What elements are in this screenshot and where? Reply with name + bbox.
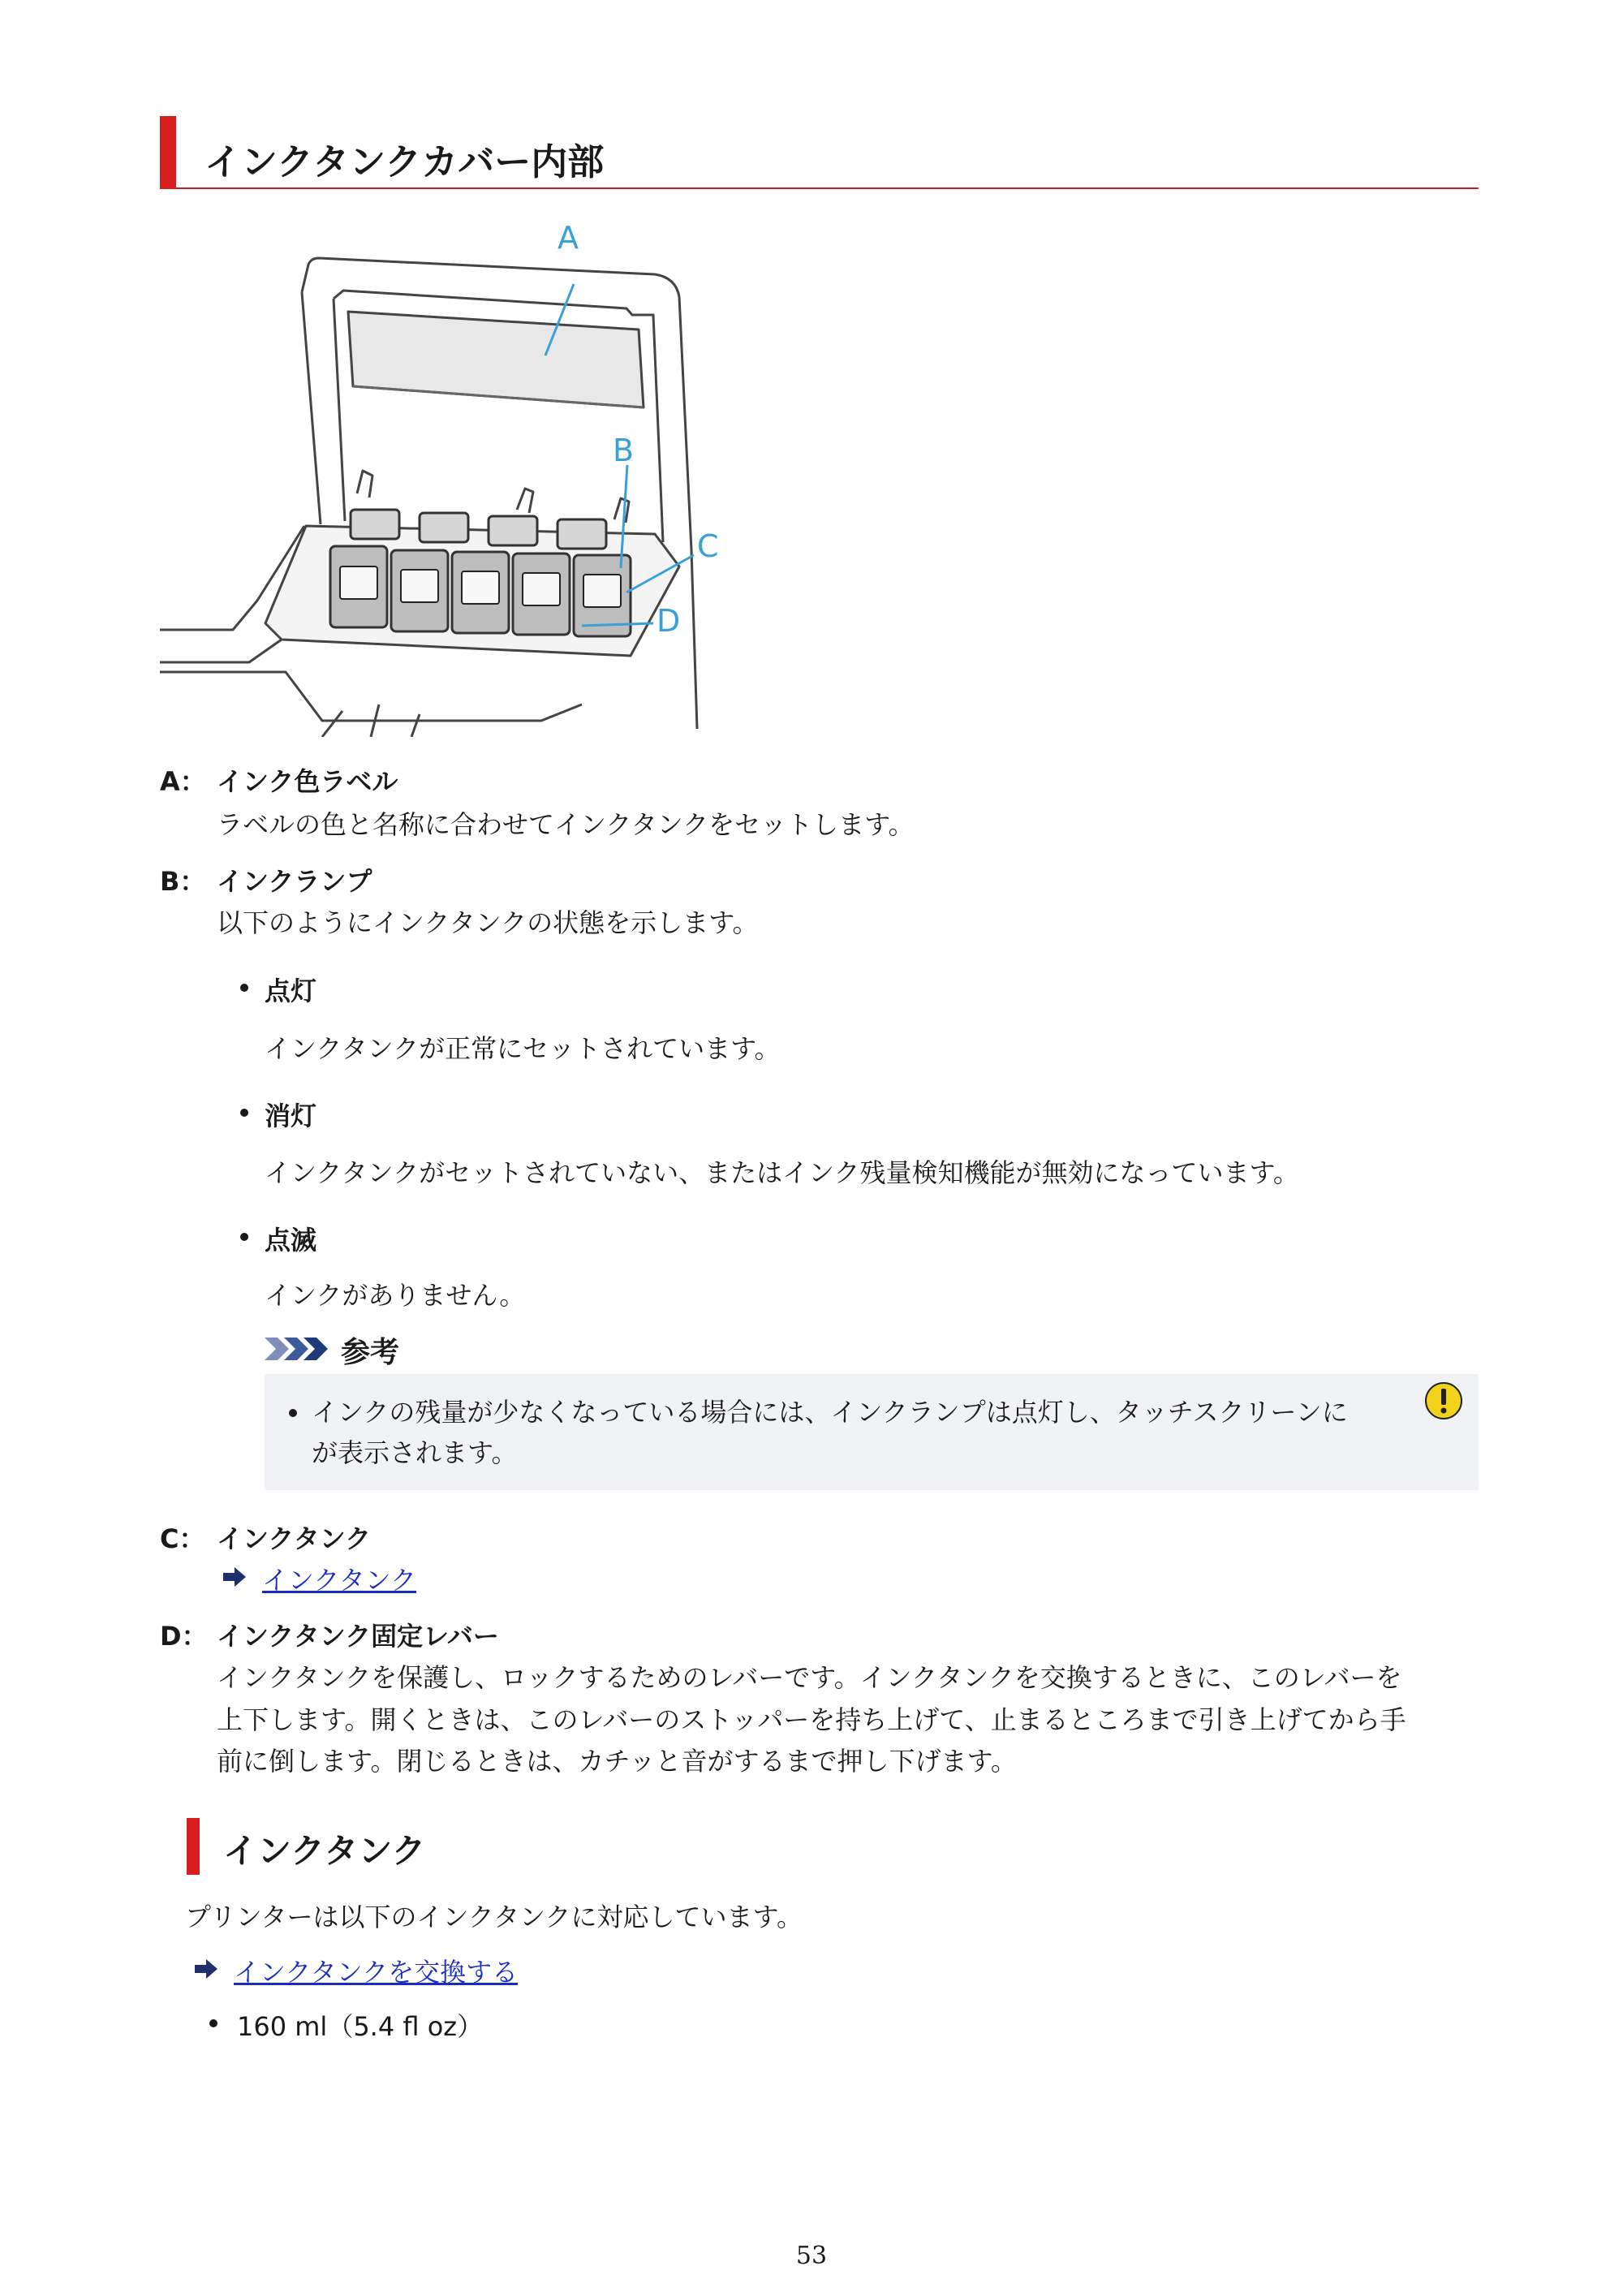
callout-b: B xyxy=(613,433,635,468)
bullet-dot xyxy=(240,1109,248,1117)
section-heading-ink-tank xyxy=(187,1818,917,1875)
bullet-dot xyxy=(240,1233,248,1241)
section-heading-ink-tank-cover xyxy=(160,116,1479,189)
term-a-description: ラベルの色と名称に合わせてインクタンクをセットします。 xyxy=(217,809,915,840)
link-text[interactable]: インクタンク xyxy=(262,1565,417,1596)
section-title: インクタンクカバー内部 xyxy=(204,140,605,183)
note-text-line2: が表示されます。 xyxy=(312,1437,518,1468)
section-intro: プリンターは以下のインクタンクに対応しています。 xyxy=(185,1902,803,1932)
note-heading xyxy=(265,1328,589,1368)
bullet-dot xyxy=(289,1409,297,1417)
heading-accent-bar xyxy=(160,116,176,189)
ink-tank-cover-illustration xyxy=(160,218,736,737)
lamp-state-title: 点灯 xyxy=(265,976,317,1006)
bullet-dot xyxy=(209,2019,217,2027)
term-d-description-line2: 上下します。開くときは、このレバーのストッパーを持ち上げて、止まるところまで引き上げてから手 xyxy=(217,1704,1406,1735)
term-key: B： xyxy=(160,866,206,897)
term-d-description-line1: インクタンクを保護し、ロックするためのレバーです。インクタンクを交換するときに、このレバーを xyxy=(217,1662,1402,1693)
term-b-description: 以下のようにインクタンクの状態を示します。 xyxy=(217,907,759,938)
term-d-description-line3: 前に倒します。閉じるときは、カチッと音がするまで押し下げます。 xyxy=(217,1746,1017,1777)
lamp-state-description: インクタンクが正常にセットされています。 xyxy=(265,1033,781,1064)
lamp-state-description: インクがありません。 xyxy=(265,1280,526,1311)
lamp-state-description: インクタンクがセットされていない、またはインク残量検知機能が無効になっています。 xyxy=(265,1157,1299,1188)
section-title: インクタンク xyxy=(223,1831,426,1871)
arrow-right-icon xyxy=(195,1959,217,1979)
arrow-right-icon xyxy=(223,1567,246,1587)
note-box xyxy=(265,1374,1479,1490)
lamp-state-title: 点滅 xyxy=(265,1225,317,1256)
link-text[interactable]: インクタンクを交換する xyxy=(234,1957,519,1988)
heading-accent-bar xyxy=(187,1818,200,1875)
callout-d: D xyxy=(657,603,681,639)
term-name: インクタンク xyxy=(217,1523,372,1554)
callout-a: A xyxy=(558,220,579,256)
term-key: D： xyxy=(160,1621,208,1652)
page-number: 53 xyxy=(795,2242,828,2270)
note-text-line1: インクの残量が少なくなっている場合には、インクランプは点灯し、タッチスクリーンに xyxy=(312,1397,1348,1428)
term-name: インクランプ xyxy=(217,866,372,897)
term-key: A： xyxy=(160,766,206,797)
note-heading-text: 参考 xyxy=(341,1336,400,1369)
ink-tank-capacity: 160 ml（5.4 fl oz） xyxy=(237,2011,484,2042)
lamp-state-title: 消灯 xyxy=(265,1101,317,1131)
note-chevrons-icon xyxy=(265,1333,334,1365)
warning-icon xyxy=(1423,1381,1464,1421)
callout-c: C xyxy=(697,528,719,564)
term-name: インク色ラベル xyxy=(217,766,398,797)
term-key: C： xyxy=(160,1523,205,1554)
term-name: インクタンク固定レバー xyxy=(217,1621,499,1652)
bullet-dot xyxy=(240,984,248,992)
